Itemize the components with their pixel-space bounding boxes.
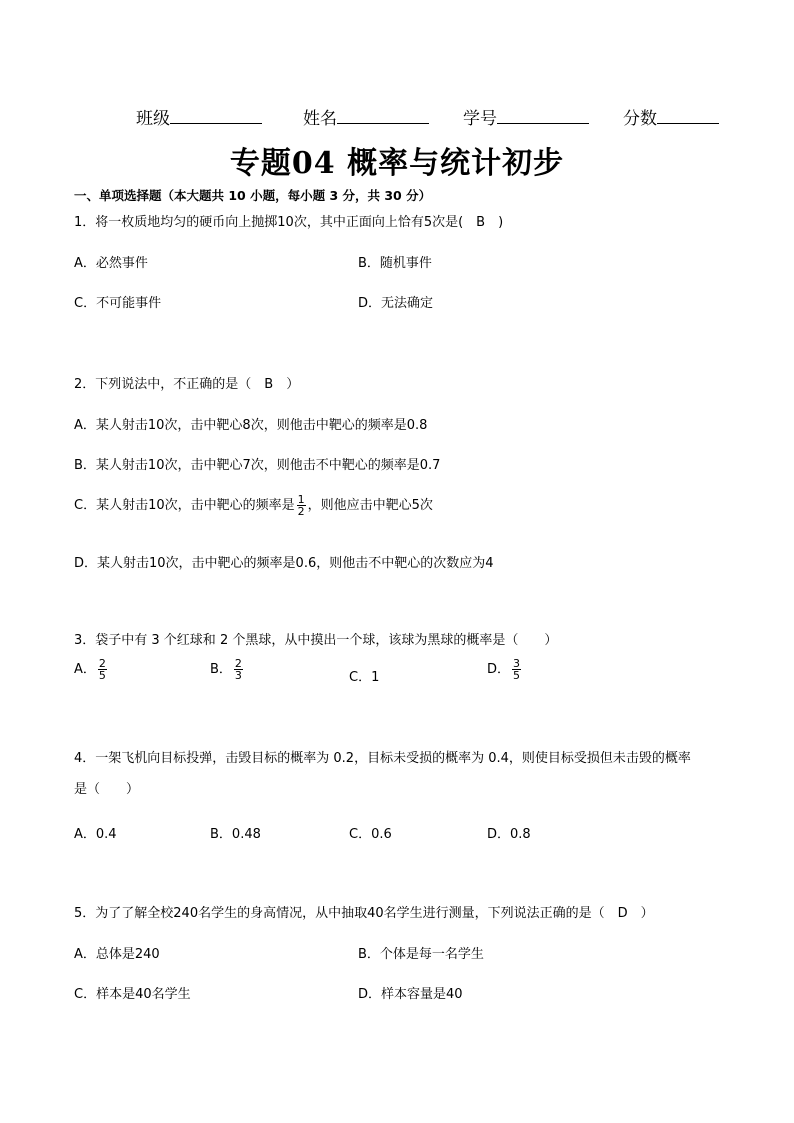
class-blank[interactable] <box>170 109 262 124</box>
question-2-stem: 2．下列说法中，不正确的是（ B ） <box>74 377 300 392</box>
question-1-option-c: C．不可能事件 <box>74 296 162 311</box>
fraction <box>98 658 107 681</box>
name-label: 姓名 <box>303 109 337 129</box>
student-id-field <box>463 104 589 129</box>
question-2-option-b: B．某人射击10次，击中靶心7次，则他击不中靶心的频率是0.7 <box>74 458 441 473</box>
question-3-option-d <box>487 658 523 681</box>
name-blank[interactable] <box>337 109 429 124</box>
score-blank[interactable] <box>657 109 719 124</box>
question-4-option-b: B．0.48 <box>210 827 261 842</box>
question-5-stem: 5．为了了解全校240名学生的身高情况，从中抽取40名学生进行测量，下列说法正确的是（ D ） <box>74 906 654 921</box>
fraction <box>512 658 521 681</box>
question-4-option-d: D．0.8 <box>487 827 531 842</box>
question-3-option-a-label: A． <box>74 662 96 677</box>
fraction-denominator: 5 <box>98 669 106 682</box>
question-5-option-b: B．个体是每一名学生 <box>358 947 484 962</box>
question-2-option-c-prefix: C．某人射击10次，击中靶心的频率是 <box>74 498 295 513</box>
page-title: 专题04 概率与统计初步 <box>229 146 565 181</box>
question-5-option-d: D．样本容量是40 <box>358 987 463 1002</box>
class-field <box>136 104 262 129</box>
student-id-blank[interactable] <box>497 109 589 124</box>
name-field <box>303 104 429 129</box>
question-4-stem-line-1: 4．一架飞机向目标投弹，击毁目标的概率为 0.2，目标未受损的概率为 0.4，则使目标受损但未击毁的概率 <box>74 751 691 766</box>
score-label: 分数 <box>623 109 657 129</box>
question-4-option-c: C．0.6 <box>349 827 392 842</box>
question-3-stem: 3．袋子中有 3 个红球和 2 个黑球，从中摸出一个球，该球为黑球的概率是（ ） <box>74 633 558 648</box>
question-2-option-a: A．某人射击10次，击中靶心8次，则他击中靶心的频率是0.8 <box>74 418 428 433</box>
student-id-label: 学号 <box>463 109 497 129</box>
question-3-option-b <box>210 658 245 681</box>
fraction-denominator: 5 <box>513 669 521 682</box>
score-field <box>623 104 719 129</box>
question-1-option-a: A．必然事件 <box>74 256 148 271</box>
question-4-option-a: A．0.4 <box>74 827 117 842</box>
question-3-option-d-label: D． <box>487 662 511 677</box>
question-1-option-b: B．随机事件 <box>358 256 432 271</box>
question-3-option-b-label: B． <box>210 662 232 677</box>
question-2-option-d: D．某人射击10次，击中靶心的频率是0.6，则他击不中靶心的次数应为4 <box>74 556 494 571</box>
fraction <box>297 494 306 517</box>
question-3-option-c: C．1 <box>349 670 380 685</box>
fraction-denominator: 3 <box>234 669 242 682</box>
class-label: 班级 <box>136 109 170 129</box>
question-1-stem: 1．将一枚质地均匀的硬币向上抛掷10次，其中正面向上恰有5次是( B ) <box>74 215 504 230</box>
question-5-option-c: C．样本是40名学生 <box>74 987 191 1002</box>
fraction-numerator: 2 <box>98 657 106 670</box>
fraction-numerator: 3 <box>513 657 521 670</box>
question-1-option-d: D．无法确定 <box>358 296 434 311</box>
fraction-denominator: 2 <box>297 505 305 518</box>
question-3-option-a <box>74 658 109 681</box>
fraction-numerator: 1 <box>297 493 305 506</box>
fraction-numerator: 2 <box>234 657 242 670</box>
question-5-option-a: A．总体是240 <box>74 947 160 962</box>
question-2-option-c <box>74 494 433 517</box>
fraction <box>234 658 243 681</box>
question-2-option-c-suffix: ，则他应击中靶心5次 <box>307 498 433 513</box>
question-4-stem-line-2: 是（ ） <box>74 782 140 797</box>
section-heading: 一、单项选择题（本大题共 10 小题，每小题 3 分，共 30 分） <box>74 188 432 203</box>
